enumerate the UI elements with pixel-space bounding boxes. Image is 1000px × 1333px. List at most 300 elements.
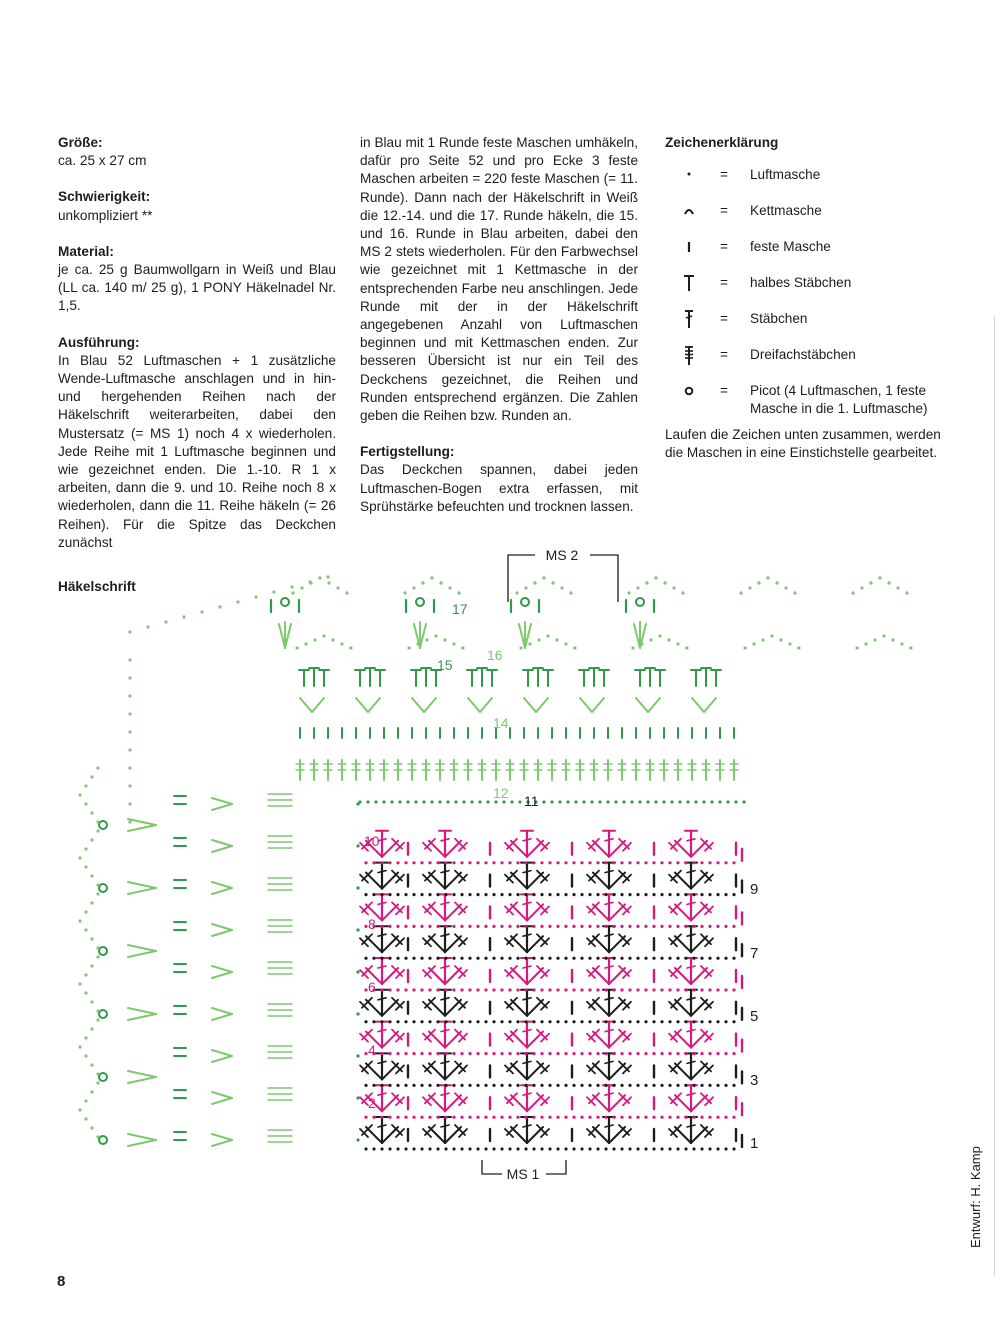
chain-stitch-mark [761,638,764,641]
double-crochet-mark [128,1134,156,1140]
chain-stitch-mark [620,957,623,960]
chain-stitch-mark [556,1052,559,1055]
chain-stitch-mark [860,586,863,589]
chain-stitch-mark [164,620,167,623]
legend-item [665,166,955,202]
legend-heading: Zeichenerklärung [665,135,779,150]
chain-stitch-mark [476,957,479,960]
legend-label: halbes Stäbchen [750,275,852,291]
chain-stitch-mark [524,925,527,928]
chain-stitch-mark [436,1052,439,1055]
chain-stitch-mark [692,957,695,960]
chain-stitch-mark [236,600,239,603]
chain-stitch-mark [556,957,559,960]
chain-stitch-mark [556,988,559,991]
chain-stitch-mark [412,925,415,928]
chain-stitch-mark [476,1116,479,1119]
double-crochet-mark [128,951,156,957]
chain-stitch-mark [404,1020,407,1023]
double-crochet-mark [128,1071,156,1077]
chain-stitch-mark [533,581,536,584]
chain-stitch-mark [500,861,503,864]
chain-stitch-mark [708,1020,711,1023]
chain-stitch-mark [516,925,519,928]
chain-stitch-mark [336,586,339,589]
chain-stitch-mark [327,581,330,584]
chain-stitch-mark [439,581,442,584]
double-crochet-mark [523,1093,531,1095]
single-crochet-mark [212,1014,232,1020]
chain-stitch-mark [692,861,695,864]
chain-stitch-mark [620,1084,623,1087]
chain-stitch-mark [628,1116,631,1119]
chain-stitch-mark [396,861,399,864]
chain-stitch-mark [500,988,503,991]
chain-stitch-mark [555,638,558,641]
chain-stitch-mark [396,957,399,960]
legend-item [665,346,955,382]
picot-mark [281,598,289,606]
chain-stitch-mark [572,893,575,896]
round-number-11: 11 [524,793,539,809]
chain-stitch-mark [500,1052,503,1055]
single-crochet-mark [648,698,660,712]
double-crochet-mark [441,1093,449,1095]
chain-stitch-mark [700,1147,703,1150]
chain-stitch-mark [484,1020,487,1023]
double-crochet-mark [128,882,156,888]
chain-stitch-mark [676,957,679,960]
chain-stitch-mark [684,925,687,928]
page-number: 8 [57,1273,66,1290]
chain-stitch-mark [604,1052,607,1055]
chain-stitch-mark [364,1116,367,1119]
chain-stitch-mark [460,861,463,864]
chain-stitch-mark [732,1116,735,1119]
picot-mark [416,598,424,606]
chain-stitch-mark [404,1052,407,1055]
chain-stitch-mark [412,861,415,864]
chain-stitch-mark [182,615,185,618]
legend-equals: = [720,275,728,291]
chain-stitch-mark [516,893,519,896]
chain-stitch-mark [492,893,495,896]
single-crochet-mark [212,1098,232,1104]
single-crochet-mark [212,882,232,888]
legend-column [665,134,955,463]
chain-stitch-mark [476,925,479,928]
chain-stitch-mark [382,800,385,803]
single-crochet-mark [424,698,436,712]
chain-stitch-mark [349,646,352,649]
chain-stitch-mark [692,1147,695,1150]
chain-stitch-mark [580,988,583,991]
chain-stitch-mark [412,988,415,991]
chain-stitch-mark [90,937,93,940]
chain-stitch-mark [460,1084,463,1087]
chain-stitch-mark [757,581,760,584]
chain-stitch-mark [724,861,727,864]
double-crochet-mark [605,1093,613,1095]
double-crochet-mark [441,934,449,936]
ms2-bracket [508,547,618,602]
chain-stitch-mark [681,591,684,594]
double-crochet-mark [441,839,449,841]
chain-stitch-mark [652,957,655,960]
single-crochet-mark [592,698,604,712]
chain-stitch-mark [428,1020,431,1023]
chain-stitch-mark [612,1020,615,1023]
chain-stitch-mark [676,988,679,991]
chain-stitch-mark [556,861,559,864]
chain-stitch-mark [640,642,643,645]
chain-stitch-mark [692,988,695,991]
chain-stitch-mark [588,1147,591,1150]
chain-stitch-mark [724,1084,727,1087]
picot-mark [99,1010,107,1018]
chain-stitch-mark [388,893,391,896]
single-crochet-mark [212,924,232,930]
chain-stitch-mark [90,1126,93,1129]
double-crochet-mark [687,1093,695,1095]
single-crochet-mark [212,840,232,846]
double-crochet-mark [378,934,386,936]
design-credit: Entwurf: H. Kamp [968,1146,983,1248]
double-crochet-mark [687,902,695,904]
chain-stitch-mark [896,586,899,589]
double-crochet-mark [523,934,531,936]
chain-stitch-mark [692,893,695,896]
chain-stitch-mark [532,925,535,928]
chain-stitch-mark [90,1090,93,1093]
legend-label: feste Masche [750,239,831,255]
chain-stitch-mark [620,1052,623,1055]
finishing-heading: Fertigstellung: [360,444,455,460]
page-edge-rule [994,316,995,1276]
chain-stitch-mark [716,925,719,928]
round-number-14: 14 [493,715,509,731]
chain-stitch-mark [752,642,755,645]
chain-stitch-mark [484,1052,487,1055]
chain-stitch-mark [716,957,719,960]
chain-stitch-mark [345,591,348,594]
chain-stitch-mark [558,800,561,803]
chain-stitch-mark [652,988,655,991]
size-value: ca. 25 x 27 cm [58,153,147,169]
chain-stitch-mark [421,581,424,584]
chain-stitch-mark [460,1020,463,1023]
chain-stitch-mark [620,988,623,991]
chain-stitch-mark [128,676,131,679]
chain-stitch-mark [444,1052,447,1055]
chain-stitch-mark [716,1084,719,1087]
chain-stitch-mark [412,1116,415,1119]
difficulty-heading: Schwierigkeit: [58,189,151,205]
chain-stitch-mark [96,829,99,832]
chain-stitch-mark [372,1084,375,1087]
chain-stitch-mark [905,591,908,594]
chain-stitch-mark [612,1052,615,1055]
chain-stitch-mark [492,925,495,928]
chain-stitch-mark [468,925,471,928]
chain-stitch-mark [636,861,639,864]
double-crochet-mark [605,934,613,936]
chain-stitch-mark [540,1116,543,1119]
double-crochet-mark [605,1125,613,1127]
chain-stitch-mark [716,893,719,896]
chain-stitch-mark [620,861,623,864]
chain-stitch-mark [684,957,687,960]
chain-stitch-mark [676,861,679,864]
left-text-column [58,134,336,570]
chain-stitch-mark [612,1084,615,1087]
chain-stitch-mark [636,957,639,960]
chain-stitch-mark [428,1147,431,1150]
chain-stitch-mark [654,576,657,579]
single-crochet-mark [636,698,648,712]
chain-stitch-mark [652,925,655,928]
chain-stitch-mark [660,1116,663,1119]
chain-stitch-mark [84,1099,87,1102]
chain-stitch-mark [318,576,321,579]
chain-stitch-mark [380,957,383,960]
chain-stitch-mark [566,800,569,803]
chain-stitch-mark [590,800,593,803]
chain-stitch-mark [732,1084,735,1087]
chain-stitch-mark [516,957,519,960]
chain-stitch-mark [396,1147,399,1150]
chain-stitch-mark [620,1147,623,1150]
chain-stitch-mark [775,581,778,584]
chain-stitch-mark [636,1084,639,1087]
chain-stitch-mark [612,925,615,928]
chain-stitch-mark [508,957,511,960]
chain-stitch-mark [564,642,567,645]
chain-stitch-mark [620,1020,623,1023]
chain-stitch-mark [356,928,359,931]
chain-stitch-mark [649,638,652,641]
chain-stitch-mark [732,957,735,960]
chain-stitch-mark [716,1052,719,1055]
chain-stitch-mark [428,925,431,928]
row-number-1: 1 [750,1135,759,1152]
chain-stitch-mark [372,1116,375,1119]
round-number-12: 12 [493,785,509,801]
chain-stitch-mark [412,1020,415,1023]
chain-stitch-mark [564,1147,567,1150]
chain-stitch-mark [396,1020,399,1023]
chain-stitch-mark [652,1116,655,1119]
chain-stitch-mark [644,1116,647,1119]
chain-stitch-mark [708,1116,711,1119]
chain-stitch-mark [492,1052,495,1055]
chain-stitch-mark [645,581,648,584]
chain-stitch-mark [748,586,751,589]
double-crochet-mark [605,998,613,1000]
chain-stitch-mark [548,1052,551,1055]
chain-stitch-mark [732,861,735,864]
chain-stitch-mark [542,576,545,579]
chain-stitch-mark [420,1147,423,1150]
chain-stitch-mark [272,590,275,593]
chain-stitch-mark [548,1020,551,1023]
chain-stitch-mark [444,861,447,864]
chain-stitch-mark [428,893,431,896]
legend-equals: = [720,347,728,363]
chain-stitch-mark [851,591,854,594]
chain-stitch-mark [708,1052,711,1055]
single-crochet-mark [212,804,232,810]
chain-stitch-mark [620,925,623,928]
double-crochet-mark [523,839,531,841]
chain-stitch-mark [700,893,703,896]
chain-stitch-mark [596,893,599,896]
chain-stitch-mark [580,925,583,928]
legend-label: Stäbchen [750,311,808,327]
execution-continuation: in Blau mit 1 Runde feste Maschen umhäkeln, dafür pro Seite 52 und pro Ecke 3 feste Maschen arbeiten = 220 feste Maschen (= 11. Runde). Dann nach der Häkelschrift in Weiß die 12.-14. und die 17. Runde häkeln, die 15. und 16. Runde in Blau arbeiten, dabei den MS 2 stets wiederholen. Für den Farbwechsel wie gezeichnet mit 1 Kettmasche in der entsprechenden Farbe neu anschlingen. Jede Runde mit der in der Häkelschrift angegebenen Anzahl von Luftmaschen beginnen und mit Kettmaschen enden. Zur besseren Übersicht ist nur ein Teil des Deckchens gezeichnet, die Reihen und Runden entsprechend ergänzen. Die Zahlen geben die Reihen bzw. Runden an. [360,135,638,424]
chain-stitch-mark [508,1147,511,1150]
chain-stitch-mark [404,957,407,960]
chain-stitch-mark [436,1084,439,1087]
ms1-bracket [482,1160,566,1182]
chain-stitch-mark [492,1084,495,1087]
chain-stitch-mark [620,893,623,896]
chain-stitch-mark [356,970,359,973]
chain-stitch-mark [686,800,689,803]
chain-stitch-mark [460,893,463,896]
chain-stitch-mark [380,893,383,896]
chain-stitch-mark [684,1020,687,1023]
chain-stitch-mark [524,861,527,864]
chain-stitch-mark [718,800,721,803]
crochet-chart [0,540,1000,1200]
chain-stitch-mark [668,925,671,928]
chain-stitch-mark [356,886,359,889]
chain-stitch-mark [542,800,545,803]
double-crochet-mark [128,945,156,951]
chain-stitch-mark [588,1052,591,1055]
chain-stitch-mark [708,1084,711,1087]
chain-stitch-mark [78,1108,81,1111]
chain-stitch-mark [436,893,439,896]
chain-stitch-mark [388,957,391,960]
chain-stitch-mark [390,800,393,803]
legend-item [665,202,955,238]
material-heading: Material: [58,243,114,259]
chain-stitch-mark [668,1084,671,1087]
single-crochet-mark [212,1092,232,1098]
chain-stitch-mark [96,946,99,949]
chain-stitch-mark [887,581,890,584]
chain-stitch-mark [604,925,607,928]
chain-stitch-mark [692,1020,695,1023]
chain-stitch-mark [628,861,631,864]
chain-stitch-mark [766,576,769,579]
chain-stitch-mark [404,1147,407,1150]
single-crochet-mark [368,698,380,712]
double-crochet-mark [523,1125,531,1127]
chain-stitch-mark [548,861,551,864]
chain-stitch-mark [724,925,727,928]
chain-stitch-mark [652,1020,655,1023]
chain-stitch-mark [654,800,657,803]
chain-stitch-mark [428,1116,431,1119]
chain-stitch-mark [404,988,407,991]
chain-stitch-mark [646,800,649,803]
single-crochet-mark [212,972,232,978]
double-crochet-mark [605,871,613,873]
chain-stitch-mark [128,766,131,769]
chain-stitch-mark [588,925,591,928]
chain-stitch-mark [364,1020,367,1023]
chain-stitch-mark [476,1052,479,1055]
chain-stitch-mark [366,800,369,803]
single-crochet-mark [480,698,492,712]
chain-stitch-mark [692,1084,695,1087]
chain-stitch-mark [668,1147,671,1150]
chain-stitch-mark [452,861,455,864]
chain-stitch-mark [636,893,639,896]
chain-stitch-mark [793,591,796,594]
chain-stitch-mark [612,893,615,896]
double-crochet-mark [441,1125,449,1127]
chain-stitch-mark [468,1084,471,1087]
chain-stitch-mark [604,988,607,991]
chain-stitch-mark [788,642,791,645]
chain-stitch-mark [452,957,455,960]
chain-stitch-mark [528,642,531,645]
chain-stitch-mark [743,646,746,649]
chain-stitch-mark [596,1052,599,1055]
chain-stitch-mark [596,861,599,864]
chain-stitch-mark [396,988,399,991]
chain-stitch-mark [580,861,583,864]
double-crochet-mark [687,1125,695,1127]
chain-stitch-mark [356,802,359,805]
chain-stitch-mark [708,988,711,991]
chain-stitch-mark [524,957,527,960]
chain-stitch-mark [96,883,99,886]
chain-stitch-mark [878,576,881,579]
chain-stitch-mark [452,925,455,928]
chain-stitch-mark [636,1052,639,1055]
chain-stitch-mark [873,638,876,641]
double-crochet-mark [523,871,531,873]
chart-title: Häkelschrift [58,579,136,594]
chain-stitch-mark [90,1027,93,1030]
chain-stitch-mark [396,893,399,896]
chain-stitch-mark [406,800,409,803]
chain-stitch-mark [476,988,479,991]
chain-stitch-mark [128,820,131,823]
chain-stitch-mark [356,1054,359,1057]
single-crochet-mark [212,846,232,852]
chain-stitch-mark [668,957,671,960]
row-number-6: 6 [368,979,376,995]
chain-stitch-mark [631,646,634,649]
chain-stitch-mark [364,893,367,896]
chain-stitch-mark [444,925,447,928]
finishing-text: Das Deckchen spannen, dabei jeden Luftmaschen-Bogen extra erfassen, mit Sprühstärke befeuchten und trocknen lassen. [360,462,638,514]
chain-stitch-mark [548,1116,551,1119]
chain-stitch-mark [96,820,99,823]
chain-stitch-mark [461,646,464,649]
legend-label: Luftmasche [750,167,821,183]
chain-stitch-mark [96,1072,99,1075]
chain-stitch-mark [460,1116,463,1119]
chain-stitch-mark [500,1020,503,1023]
chain-stitch-mark [574,800,577,803]
